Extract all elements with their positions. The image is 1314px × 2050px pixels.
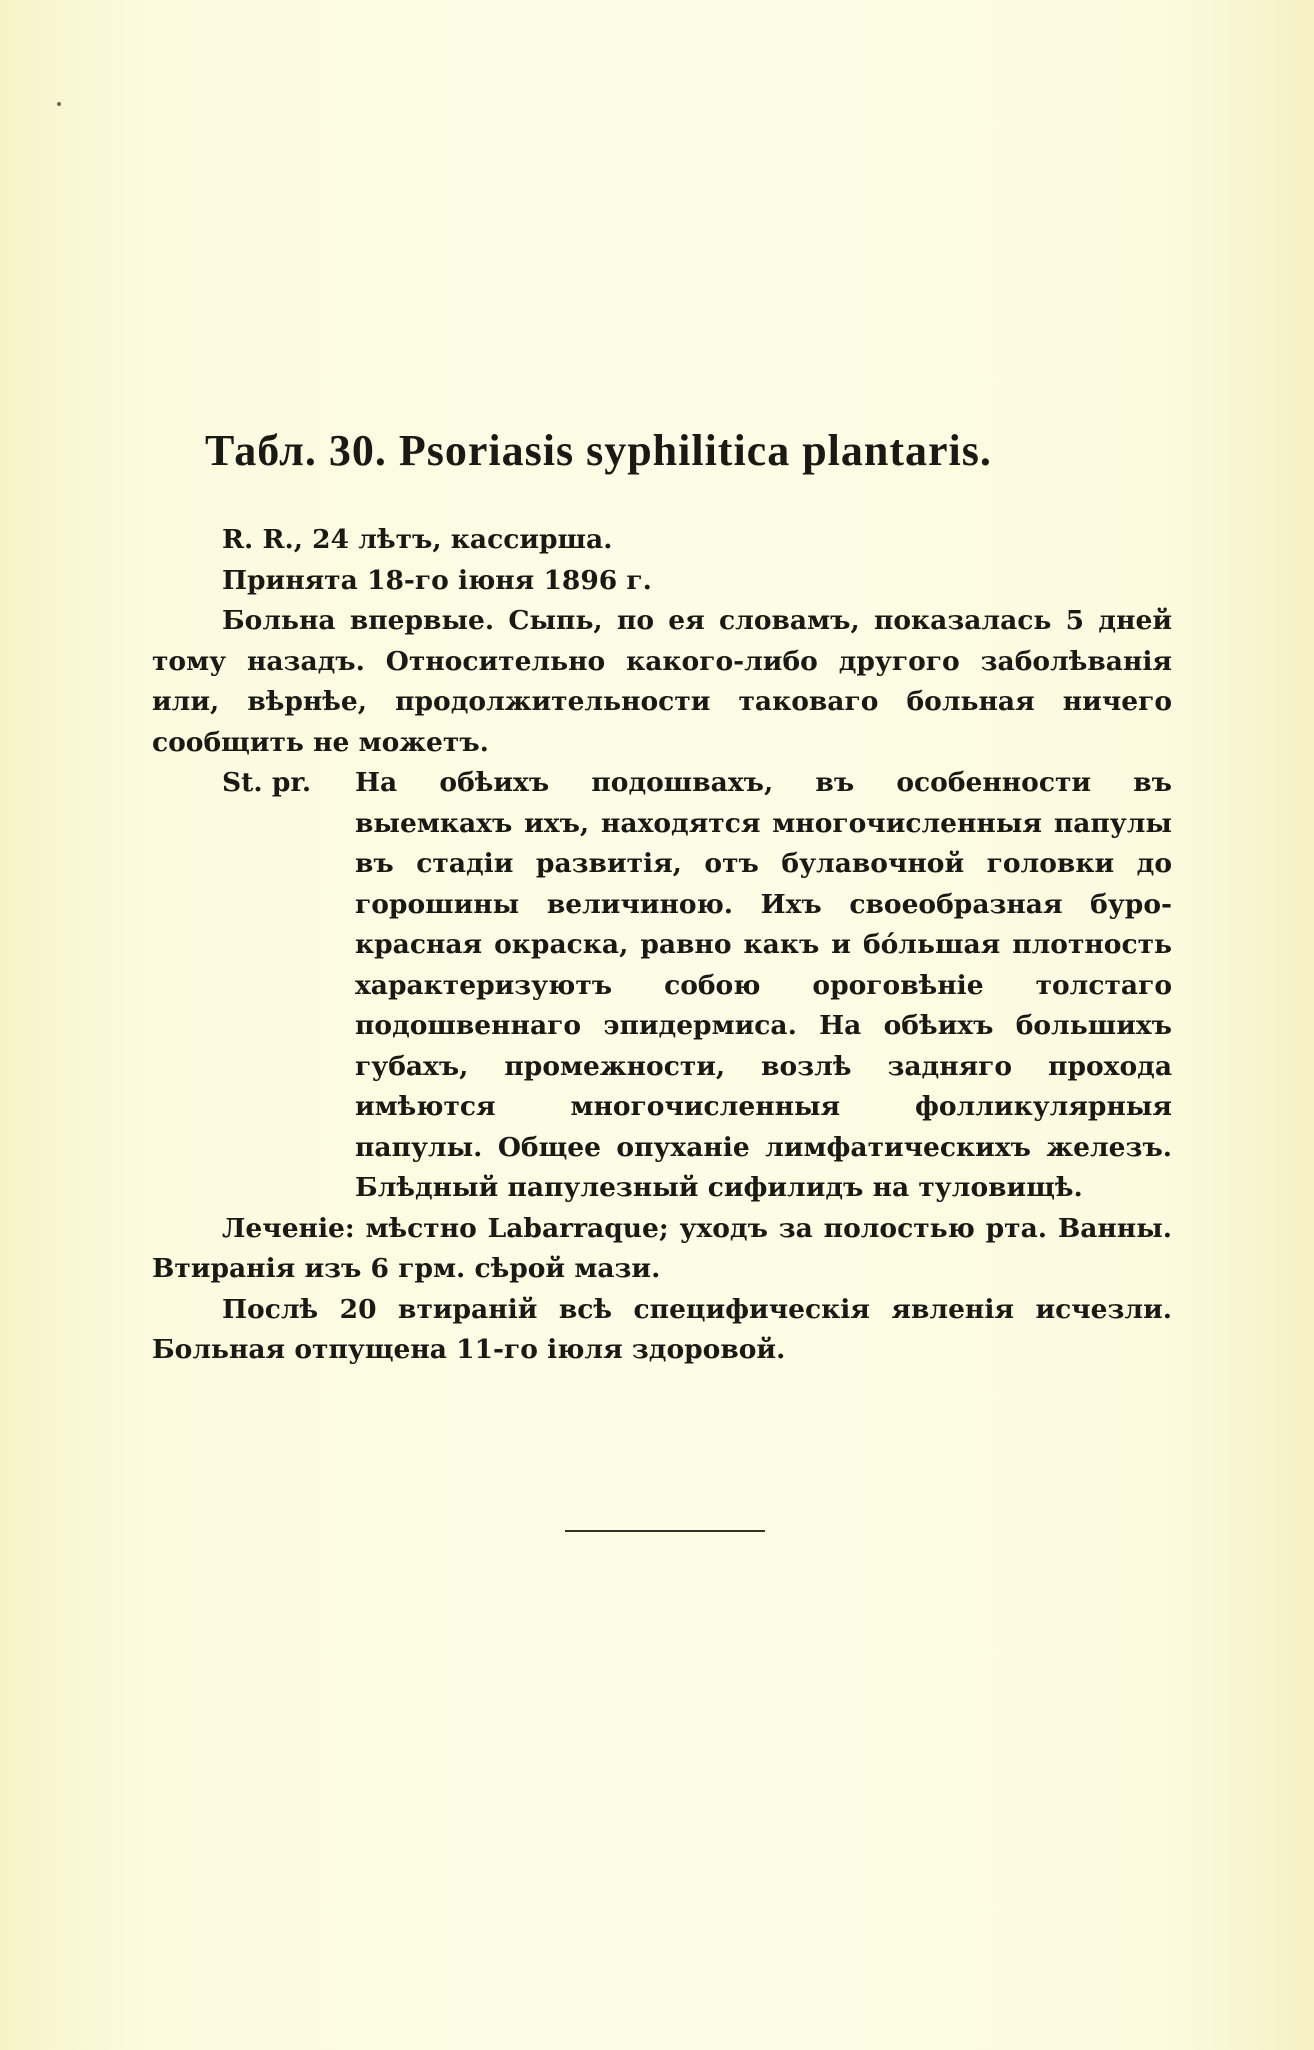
plate-title: Табл. 30. Psoriasis syphilitica plantaris. xyxy=(205,426,992,475)
status-label: St. pr. xyxy=(222,767,312,798)
admission-line: Принята 18-го іюня 1896 г. xyxy=(222,564,652,596)
status-text: На обѣихъ подошвахъ, въ особенности въ выемкахъ ихъ, находятся многочисленныя папулы въ стадіи развитія, отъ булавочной головки до горошины величиною. Ихъ своеобразная буро-красная окраска, равно какъ и бо́льшая плотность характеризуютъ собою ороговѣніе толстаго подошвеннаго эпидермиса. На обѣихъ большихъ губахъ, промежности, возлѣ задняго прохода имѣются многочисленныя фолликулярныя папулы. Общее опуханіе лимфатическихъ железъ. Блѣдный папулезный сифилидъ на туловищѣ. xyxy=(355,767,1172,1203)
outcome-paragraph: Послѣ 20 втираній всѣ специфическія явленія исчезли. Больная отпущена 11-го іюля здоровой. xyxy=(152,1293,1172,1365)
history-paragraph: Больна впервые. Сыпь, по ея словамъ, показалась 5 дней тому назадъ. Относительно какого-либо другого заболѣванія или, вѣрнѣе, продолжительности таковаго больная ничего сообщить не можетъ. xyxy=(152,605,1172,758)
paper-speck xyxy=(57,102,61,106)
section-divider xyxy=(565,1530,765,1532)
case-text xyxy=(152,520,1172,1371)
status-praesens-block xyxy=(152,763,1172,1209)
treatment-paragraph: Леченіе: мѣстно Labarraque; уходъ за полостью рта. Ванны. Втиранія изъ 6 грм. сѣрой мази. xyxy=(152,1212,1172,1284)
patient-line: R. R., 24 лѣтъ, кассирша. xyxy=(222,524,613,555)
